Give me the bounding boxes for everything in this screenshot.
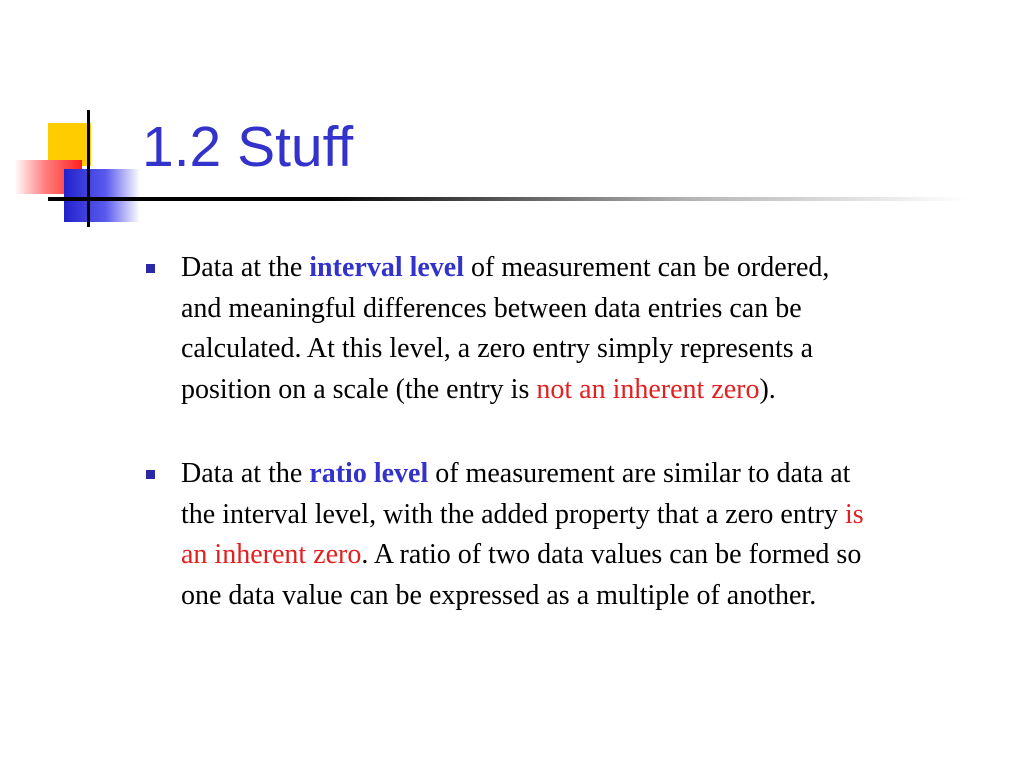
vertical-rule-line [87,110,90,227]
blue-gradient-square [64,169,140,222]
bullet-text-after: . A ratio of two data values can be formed so one data value can be expressed as a multiple of another. [181,539,862,611]
term-interval-level: interval level [309,252,465,283]
yellow-square [48,123,91,166]
bullet-text-before: Data at the [181,252,310,283]
title-underline [48,197,968,201]
bullet-list [146,248,866,616]
bullet-ratio-level [146,454,866,616]
bullet-text-after: ). [759,373,776,405]
highlight-is-inherent-zero: is an inherent zero [181,498,864,570]
bullet-text-middle: of measurement are similar to data at the interval level, with the added property that a zero entry [181,458,851,530]
bullet-square-icon [146,470,155,479]
term-ratio-level: ratio level [309,458,429,489]
bullet-text-middle: of measurement can be ordered, and meaningful differences between data entries can be calculated. At this level, a zero entry simply represents a position on a scale (the entry is [181,252,830,405]
bullet-interval-level [146,248,866,410]
bullet-square-icon [146,264,155,273]
bullet-text-before: Data at the [181,458,310,489]
highlight-not-inherent-zero: not an inherent zero [536,373,760,405]
slide-title: 1.2 Stuff [142,115,354,179]
decorative-squares-logo [0,0,160,240]
